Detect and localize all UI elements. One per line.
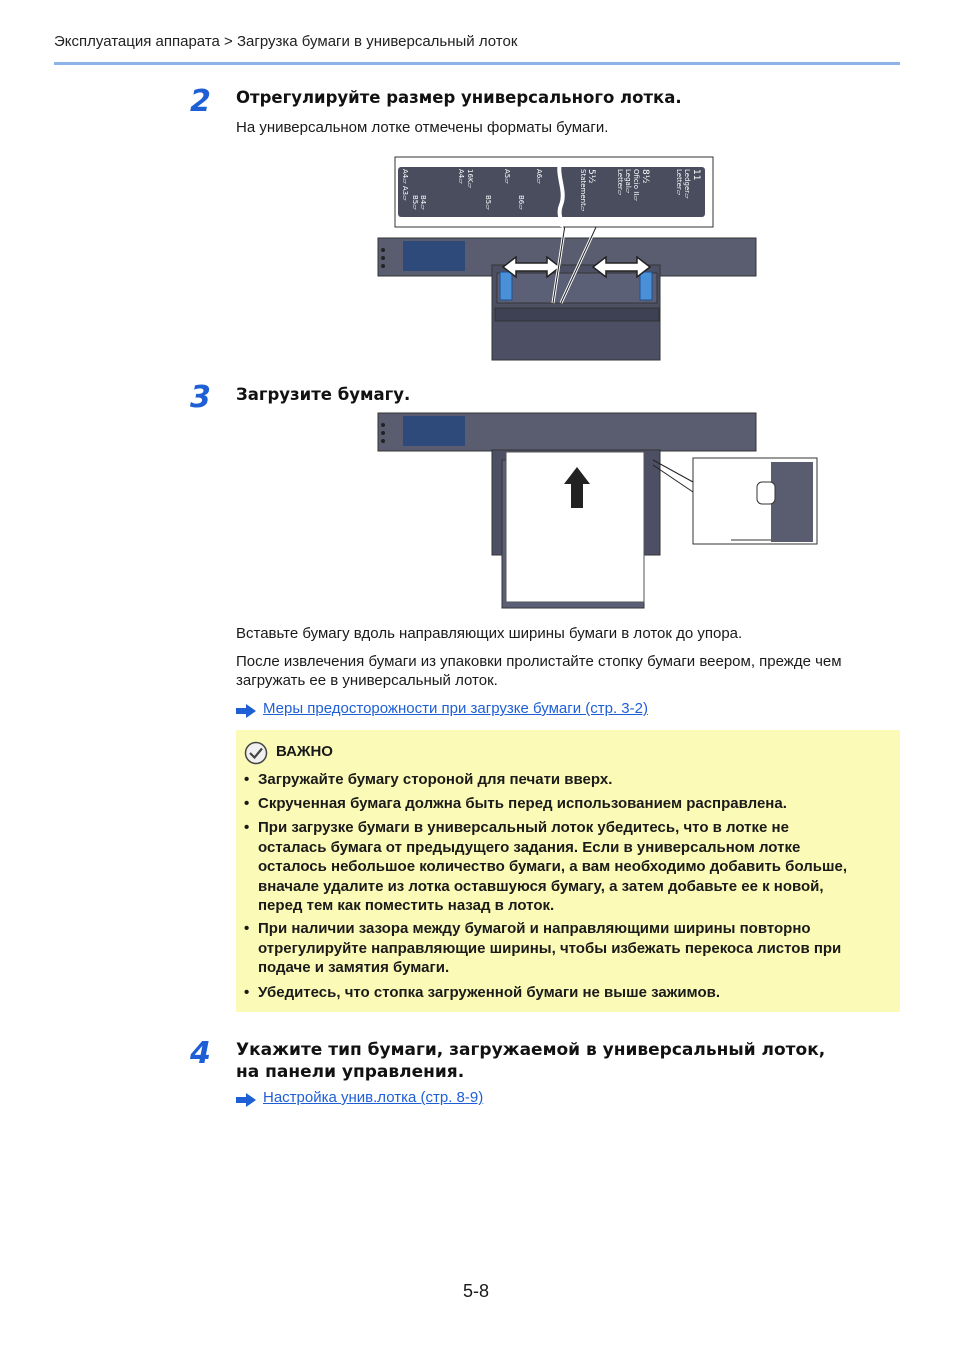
svg-text:11: 11 (691, 169, 701, 181)
svg-text:Ledger▱: Ledger▱ (683, 169, 691, 199)
important-item: • При наличии зазора между бумагой и направляющими ширины повторно отрегулируйте направляющие ширины, чтобы избежать перекоса листов при подаче и замятия бумаги. (244, 920, 842, 976)
svg-text:Legal▱: Legal▱ (624, 169, 632, 194)
important-item: • Скрученная бумага должна быть перед использованием расправлена. (244, 795, 787, 812)
svg-text:A5▱: A5▱ (503, 169, 511, 184)
svg-text:8½: 8½ (640, 169, 650, 184)
svg-text:A4▱: A4▱ (457, 169, 465, 184)
page-number: 5-8 (463, 1281, 490, 1301)
breadcrumb: Эксплуатация аппарата > Загрузка бумаги в универсальный лоток (54, 33, 518, 50)
svg-text:Letter▱: Letter▱ (675, 169, 683, 196)
step-3-text-2-line-1: После извлечения бумаги из упаковки пролистайте стопку бумаги веером, прежде чем (236, 653, 842, 670)
link-arrow-icon (236, 1093, 256, 1107)
svg-text:Statement▱: Statement▱ (579, 169, 587, 212)
svg-text:Oficio II▱: Oficio II▱ (632, 169, 640, 201)
tray-size-illustration (375, 155, 760, 365)
precautions-link[interactable]: Меры предосторожности при загрузке бумаги (стр. 3-2) (263, 700, 648, 717)
size-scale-strip (398, 167, 705, 217)
svg-text:Letter▱: Letter▱ (616, 169, 624, 196)
svg-text:A6▱: A6▱ (535, 169, 543, 184)
important-item: • При загрузке бумаги в универсальный лоток убедитесь, что в лотке не осталась бумага от предыдущего задания. Если в универсальном лотке осталось небольшое количество бумаги, а вам необходимо добавить больше, вначале удалите из лотка оставшуюся бумагу, а затем добавьте ее к новой, перед тем как поместить назад в лоток. (244, 819, 847, 914)
check-circle-icon (244, 741, 268, 765)
step-4-number: 4 (190, 1036, 211, 1071)
svg-text:16K▱: 16K▱ (466, 169, 474, 188)
svg-text:B5▱: B5▱ (484, 195, 492, 210)
printer-panel (403, 241, 465, 271)
header-rule (54, 62, 900, 65)
step-2-number: 2 (190, 84, 211, 119)
step-3-text-2-line-2: загружать ее в универсальный лоток. (236, 672, 498, 689)
important-note (236, 730, 900, 1012)
important-item: • Убедитесь, что стопка загруженной бумаги не выше зажимов. (244, 984, 721, 1001)
link-arrow-icon (236, 704, 256, 718)
svg-text:B5▱: B5▱ (411, 195, 419, 210)
svg-text:5½: 5½ (586, 169, 596, 184)
step-4-title-line-2: на панели управления. (236, 1062, 465, 1082)
important-item: • Загружайте бумагу стороной для печати вверх. (244, 771, 613, 788)
svg-text:B6▱: B6▱ (517, 195, 525, 210)
svg-text:A4▱ A3▱: A4▱ A3▱ (401, 169, 409, 201)
mp-tray-settings-link[interactable]: Настройка унив.лотка (стр. 8-9) (263, 1089, 484, 1106)
step-3-number: 3 (190, 380, 211, 415)
step-4-title-line-1: Укажите тип бумаги, загружаемой в универсальный лоток, (236, 1040, 826, 1060)
important-title: ВАЖНО (276, 743, 333, 760)
load-paper-illustration (375, 410, 820, 610)
step-2-text: На универсальном лотке отмечены форматы бумаги. (236, 119, 609, 136)
step-3-title: Загрузите бумагу. (236, 385, 411, 404)
step-2-title: Отрегулируйте размер универсального лотка. (236, 88, 682, 107)
svg-text:B4▱: B4▱ (419, 195, 427, 210)
left-width-guide (500, 272, 512, 300)
step-3-text-1: Вставьте бумагу вдоль направляющих ширины бумаги в лоток до упора. (236, 625, 743, 642)
right-width-guide (640, 272, 652, 300)
